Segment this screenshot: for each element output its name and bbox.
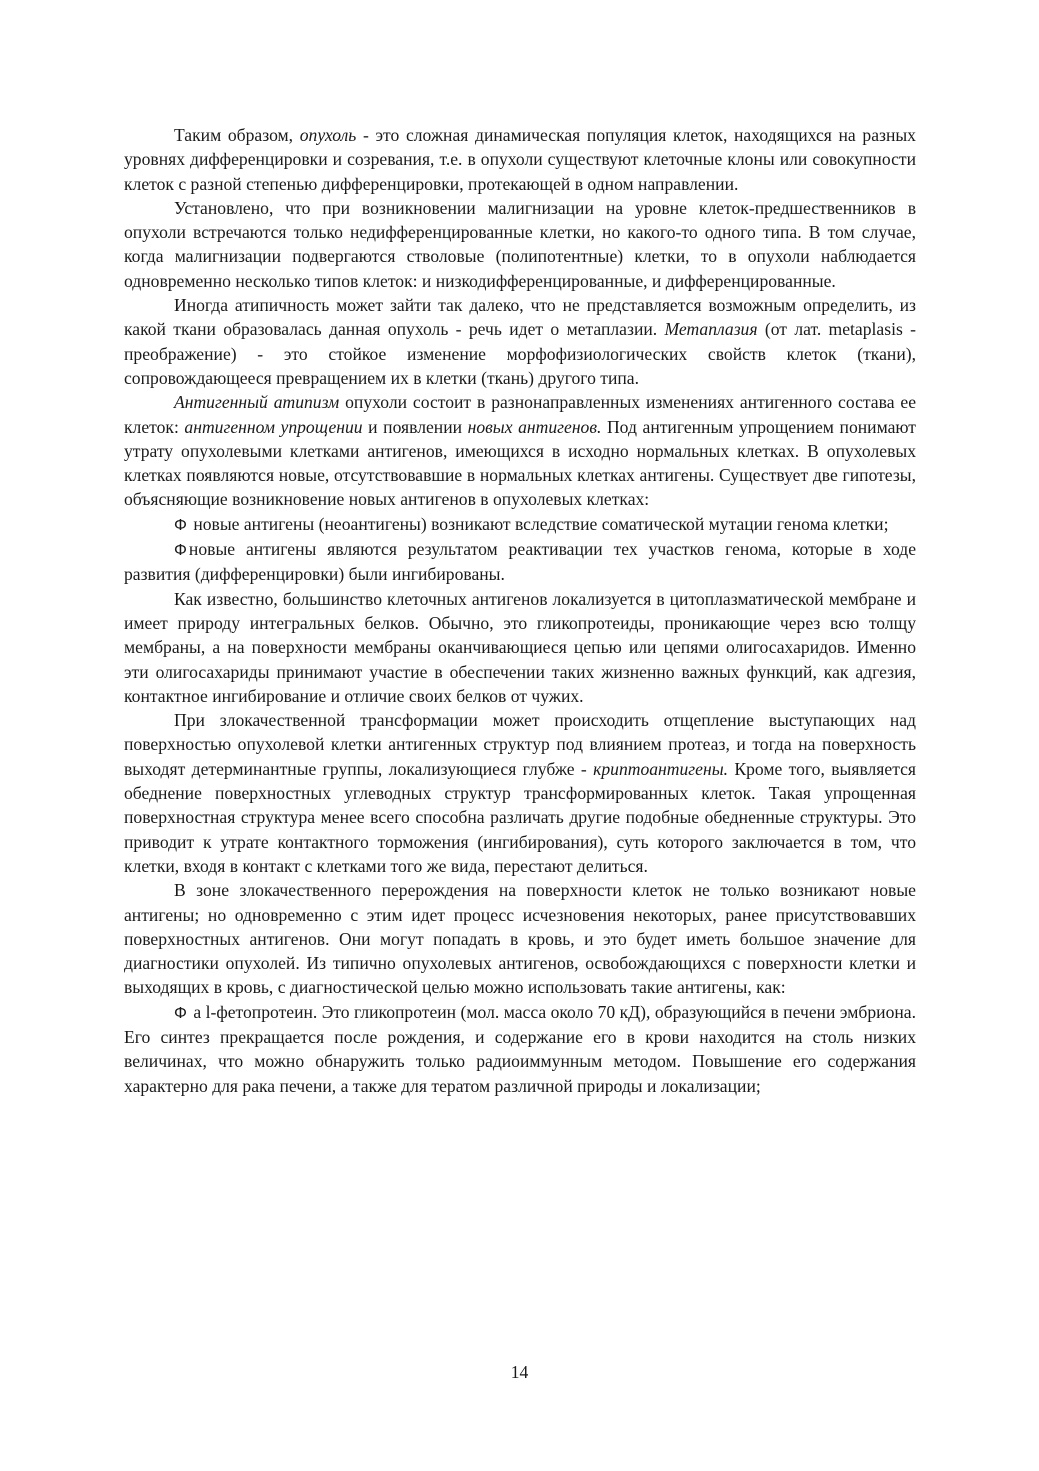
paragraph xyxy=(124,293,916,390)
text-run: При злокачественной трансформации может происходить отщепление выступающих над поверхностью опухолевой клетки антигенных структур под влиянием протеаз, и тогда на поверхность выходят детерминантные группы, локализующиеся глубже - xyxy=(124,710,916,779)
text-run: Кроме того, выявляется обеднение поверхностных углеводных структур трансформированных клеток. Такая упрощенная поверхностная структура менее всего способна различать другие подобные обедненные структуры. Это приводит к утрате контактного торможения (ингибирования), суть которого заключается в том, что клетки, входя в контакт с клетками того же вида, перестают делиться. xyxy=(124,758,917,876)
text-run: Как известно, большинство клеточных антигенов локализуется в цитоплазматической мембране и имеет природу интегральных белков. Обычно, это гликопротеиды, проникающие через всю толщу мембраны, а на поверхности мембраны оканчивающиеся цепью или цепями олигосахаридов. Именно эти олигосахариды принимают участие в обеспечении таких жизненно важных функций, как адгезия, контактное ингибирование и отличие своих белков от чужих. xyxy=(124,588,916,706)
text-run: (от лат. metaplasis - преображение) - это стойкое изменение морфофизиологических свойств клеток (ткани), сопровождающееся превращением их в клетки (ткань) другого типа. xyxy=(124,319,917,388)
text-run: Таким образом, xyxy=(174,125,300,145)
italic-term: антигенном упрощении xyxy=(184,416,363,437)
page-number: 14 xyxy=(510,1362,529,1382)
text-run: a l-фетопротеин. Это гликопротеин (мол. масса около 70 кД), образующийся в печени эмбриона. Его синтез прекращается после рождения, и содержание его в крови находится на столь низких величинах, что можно обнаружить только радиоиммунным методом. Повышение его содержания характерно для рака печени, а также для тератом различной природы и локализации; xyxy=(124,1001,916,1096)
text-run: опухоли состоит в разнонаправленных изменениях антигенного состава ее клеток: xyxy=(124,392,917,437)
italic-term: новых антигенов. xyxy=(467,416,602,437)
paragraph xyxy=(124,390,916,511)
bullet-paragraph xyxy=(124,1000,916,1098)
bullet-paragraph xyxy=(124,512,916,537)
bullet-glyph: Ф xyxy=(174,1003,187,1022)
italic-term: Метаплазия xyxy=(664,319,758,340)
paragraph xyxy=(124,587,916,708)
paragraph xyxy=(124,196,916,293)
page-body xyxy=(124,123,916,1098)
italic-term: опухоль xyxy=(299,125,357,145)
bullet-glyph: Ф xyxy=(174,541,187,560)
text-run: новые антигены (неоантигены) возникают вследствие соматической мутации генома клетки; xyxy=(188,513,889,534)
paragraph xyxy=(124,878,916,999)
text-run: и появлении xyxy=(362,416,468,437)
bullet-paragraph xyxy=(124,537,916,587)
text-run: Установлено, что при возникновении малигнизации на уровне клеток-предшественников в опухоли встречаются только недифференцированные клетки, но какого-то одного типа. В том случае, когда малигнизации подвергаются стволовые (полипотентные) клетки, то в опухоли наблюдается одновременно несколько типов клеток: и низкодифференцированные, и дифференцированные. xyxy=(124,197,916,291)
paragraph xyxy=(124,708,916,878)
italic-term: Антигенный атипизм xyxy=(174,392,340,413)
text-run: В зоне злокачественного перерождения на поверхности клеток не только возникают новые антигены; но одновременно с этим идет процесс исчезновения некоторых, ранее присутствовавших поверхностных антигенов. Они могут попадать в кровь, и это будет иметь большое значение для диагностики опухолей. Из типично опухолевых антигенов, освобождающихся с поверхности клетки и выходящих в кровь, с диагностической целью можно использовать такие антигены, как: xyxy=(124,880,916,998)
text-run: Иногда атипичность может зайти так далеко, что не представляется возможным определить, из какой ткани образовалась данная опухоль - речь идет о метаплазии. xyxy=(124,295,916,340)
bullet-glyph: Ф xyxy=(174,515,187,534)
text-run: - это сложная динамическая популяция клеток, находящихся на разных уровнях дифференцировки и созревания, т.е. в опухоли существуют клеточные клоны или совокупности клеток с разной степенью дифференцировки, протекающей в одном направлении. xyxy=(124,125,916,194)
text-run: новые антигены являются результатом реактивации тех участков генома, которые в ходе развития (дифференцировки) были ингибированы. xyxy=(124,539,916,585)
paragraph xyxy=(124,123,916,196)
text-run: Под антигенным упрощением понимают утрату опухолевыми клетками антигенов, имеющихся в исходно нормальных клетках. В опухолевых клетках появляются новые, отсутствовавшие в нормальных клетках антигены. Существует две гипотезы, объясняющие возникновение новых антигенов в опухолевых клетках: xyxy=(124,416,916,510)
italic-term: криптоантигены. xyxy=(593,758,729,779)
